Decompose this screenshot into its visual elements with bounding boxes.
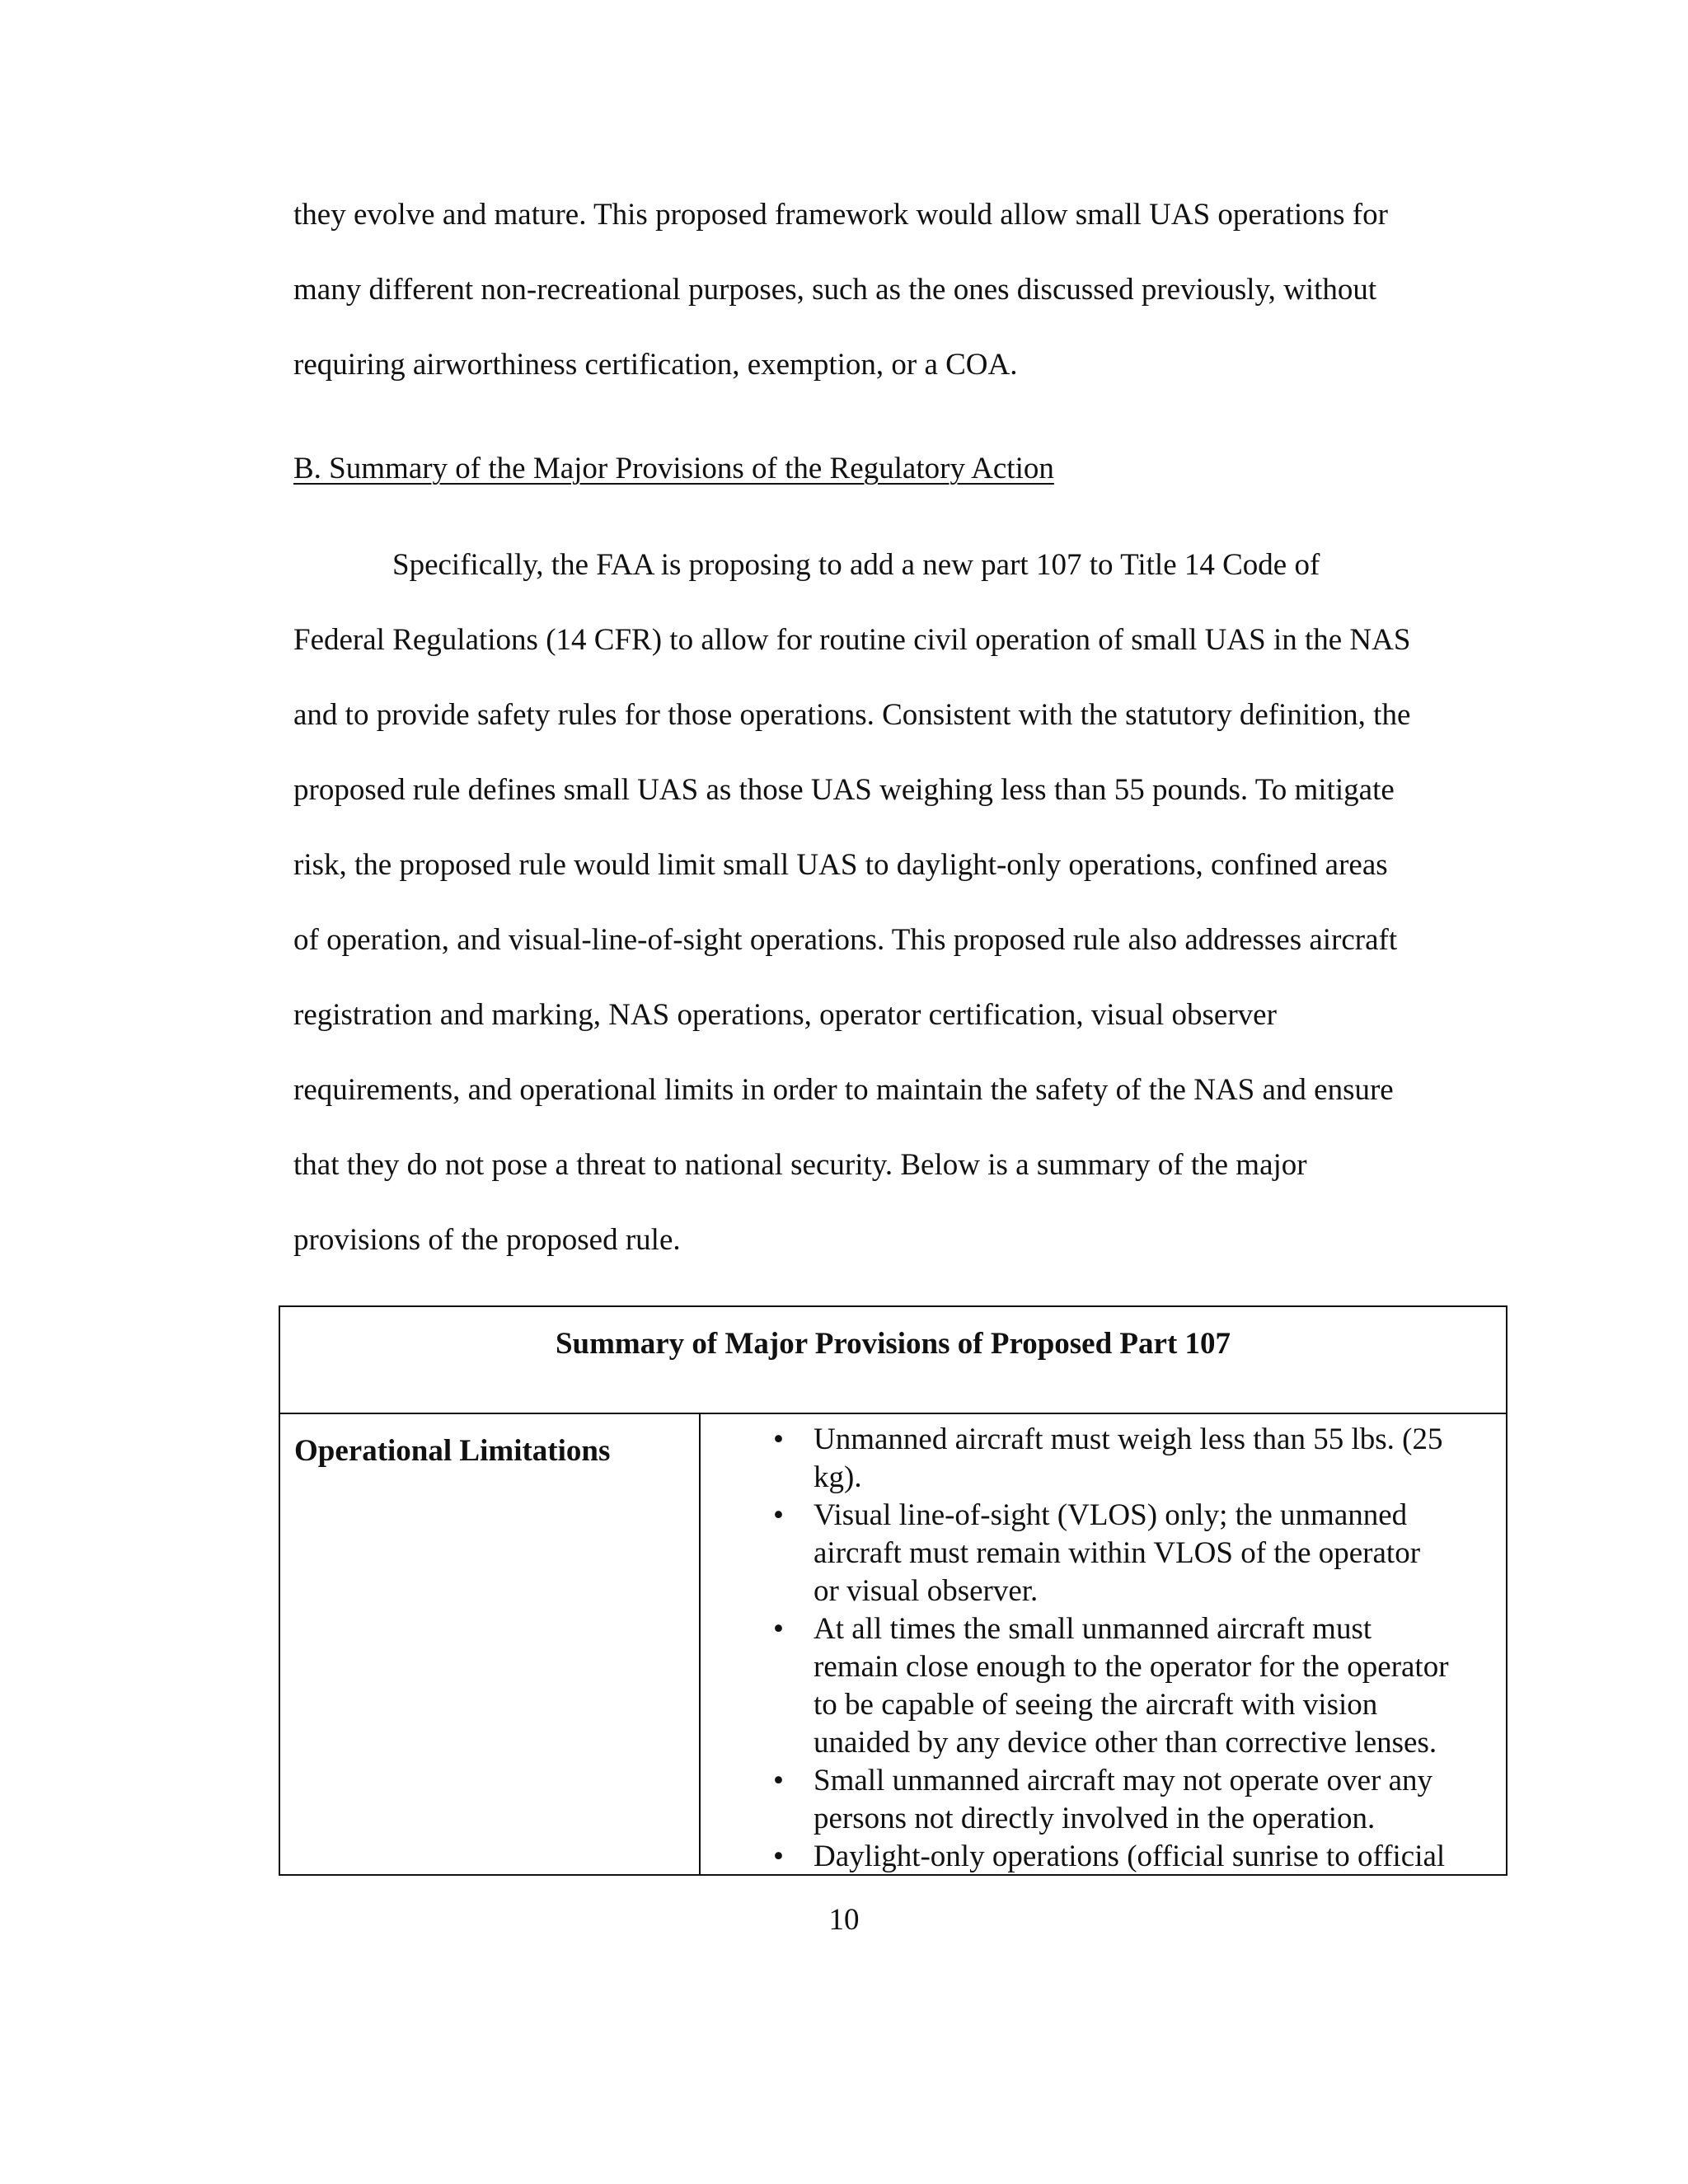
row-label-operational-limitations: Operational Limitations bbox=[294, 1434, 611, 1468]
summary-table bbox=[279, 1305, 1507, 1876]
bullet-line: or visual observer. bbox=[814, 1574, 1039, 1608]
table-header-row bbox=[280, 1307, 1506, 1414]
bullet-icon: • bbox=[773, 1422, 784, 1456]
bullet-line: Visual line-of-sight (VLOS) only; the unmanned bbox=[814, 1498, 1408, 1532]
bullet-line: kg). bbox=[814, 1460, 862, 1494]
bullet-icon: • bbox=[773, 1840, 784, 1873]
paragraph-line: that they do not pose a threat to national security. Below is a summary of the major bbox=[293, 1148, 1307, 1182]
section-heading: B. Summary of the Major Provisions of the Regulatory Action bbox=[293, 452, 1054, 485]
paragraph-line: requirements, and operational limits in order to maintain the safety of the NAS and ensure bbox=[293, 1073, 1394, 1107]
bullet-text bbox=[814, 1838, 1494, 1874]
bullet-line: to be capable of seeing the aircraft with vision bbox=[814, 1688, 1378, 1722]
bullet-text bbox=[814, 1421, 1494, 1497]
paragraph-line: proposed rule defines small UAS as those UAS weighing less than 55 pounds. To mitigate bbox=[293, 773, 1395, 807]
bullet-text bbox=[814, 1610, 1494, 1762]
paragraph-line: Specifically, the FAA is proposing to add a new part 107 to Title 14 Code of bbox=[392, 548, 1320, 582]
provisions-bullet-list bbox=[701, 1421, 1507, 1874]
list-item bbox=[701, 1497, 1507, 1610]
page-number: 10 bbox=[828, 1903, 860, 1937]
intro-paragraph bbox=[293, 177, 1579, 402]
bullet-line: aircraft must remain within VLOS of the operator bbox=[814, 1536, 1421, 1570]
bullet-icon: • bbox=[773, 1612, 784, 1646]
bullet-line: persons not directly involved in the operation. bbox=[814, 1802, 1376, 1835]
list-item bbox=[701, 1762, 1507, 1838]
paragraph-line: requiring airworthiness certification, exemption, or a COA. bbox=[293, 348, 1018, 382]
bullet-line: Unmanned aircraft must weigh less than 55 lbs. (25 bbox=[814, 1422, 1443, 1456]
bullet-line: unaided by any device other than corrective lenses. bbox=[814, 1726, 1437, 1760]
paragraph-line: and to provide safety rules for those operations. Consistent with the statutory definition, the bbox=[293, 698, 1411, 732]
bullet-text bbox=[814, 1762, 1494, 1838]
list-item bbox=[701, 1421, 1507, 1497]
paragraph-line: many different non-recreational purposes, such as the ones discussed previously, without bbox=[293, 273, 1377, 307]
bullet-line: At all times the small unmanned aircraft must bbox=[814, 1612, 1372, 1646]
bullet-line: Small unmanned aircraft may not operate over any bbox=[814, 1764, 1433, 1797]
paragraph-line: registration and marking, NAS operations, operator certification, visual observer bbox=[293, 998, 1277, 1032]
bullet-line: remain close enough to the operator for the operator bbox=[814, 1650, 1449, 1684]
table-title: Summary of Major Provisions of Proposed Part 107 bbox=[555, 1327, 1231, 1361]
paragraph-line: they evolve and mature. This proposed framework would allow small UAS operations for bbox=[293, 198, 1388, 232]
paragraph-line: Federal Regulations (14 CFR) to allow for routine civil operation of small UAS in the NAS bbox=[293, 623, 1411, 657]
bullet-icon: • bbox=[773, 1498, 784, 1532]
list-item bbox=[701, 1838, 1507, 1874]
bullet-line: Daylight-only operations (official sunrise to official bbox=[814, 1840, 1446, 1873]
body-paragraph bbox=[293, 527, 1579, 1277]
list-item bbox=[701, 1610, 1507, 1762]
paragraph-line: of operation, and visual-line-of-sight operations. This proposed rule also addresses aircraft bbox=[293, 923, 1398, 957]
paragraph-line: risk, the proposed rule would limit small UAS to daylight-only operations, confined areas bbox=[293, 848, 1388, 882]
bullet-icon: • bbox=[773, 1764, 784, 1797]
bullet-text bbox=[814, 1497, 1494, 1610]
paragraph-line: provisions of the proposed rule. bbox=[293, 1223, 681, 1257]
